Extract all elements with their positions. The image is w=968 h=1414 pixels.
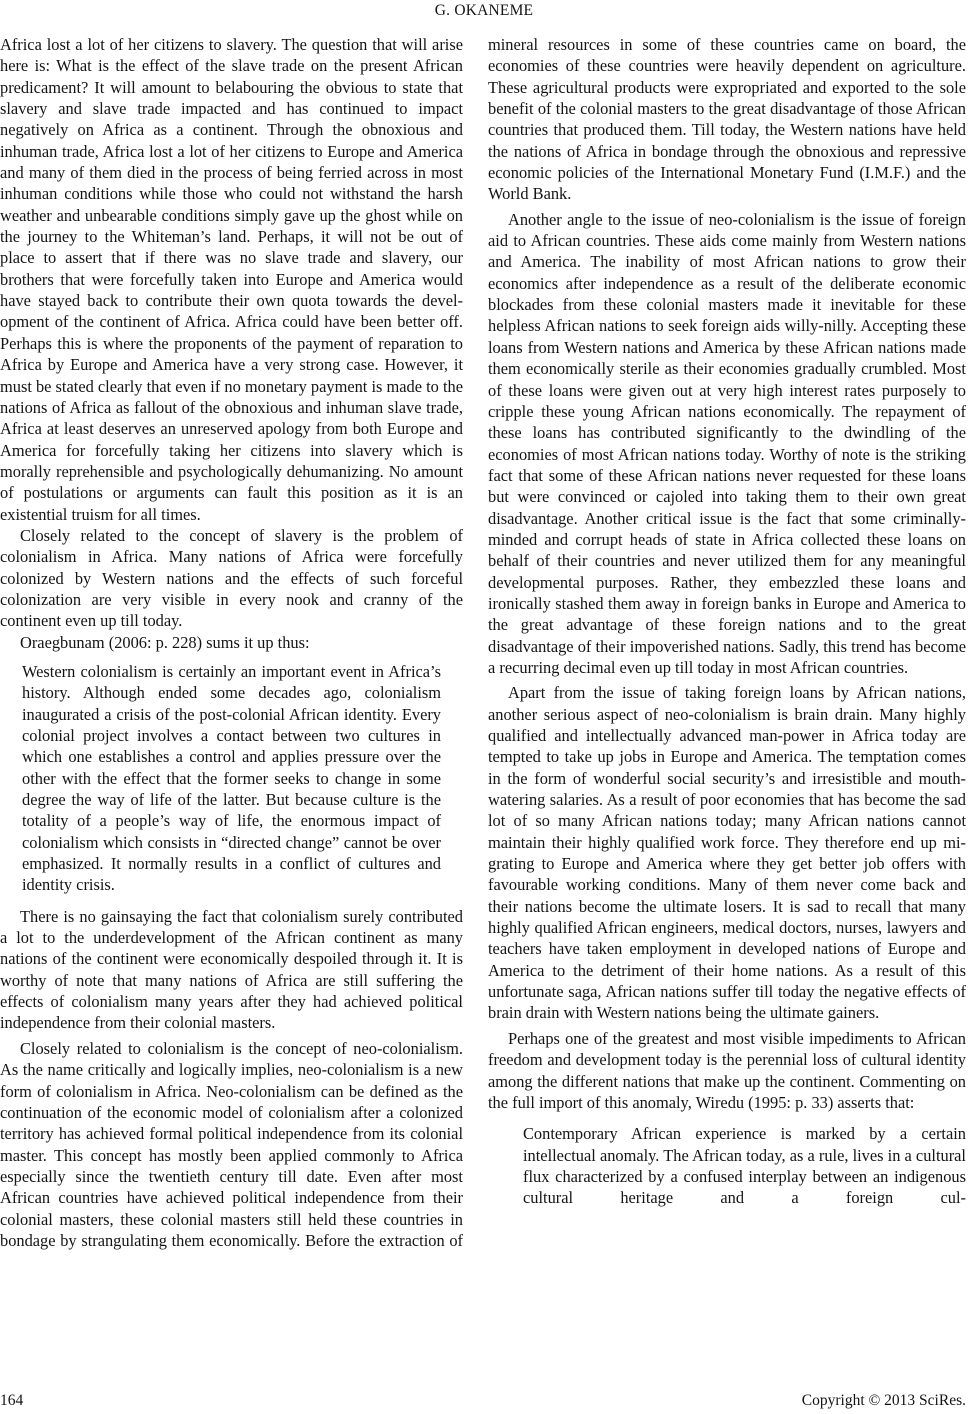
copyright-notice: Copyright © 2013 SciRes.: [801, 1392, 966, 1409]
paragraph-foreign-aid: Another angle to the issue of neo-colonialism is the issue of foreign aid to African countries. These aids come mainly from Western nations and America. The inability of most African nations to grow their economics after independence as a result of the deliberate economic blockades from these colonial masters made it inevitable for these helpless African nations to seek foreign aids willy-nilly. Accepting these loans from Western nations and America by these African nations made them economically sterile as their economies gradually crumbled. Most of these loans were given out at very high interest rates purposely to cripple these young African nations economically. The repayment of these loans has contributed significantly to the dwindling of the economies of most African nations today. Worthy of note is the striking fact that some of these African nations never requested for these loans but were convinced or cajoled into taking them to their own great disadvantage. Another critical issue is the fact that some criminally-minded and corrupt heads of state in Africa collected these loans on behalf of their countries and never utilized them for any meaningful developmental purposes. Rather, they embezzled these loans and ironically stashed them away in foreign banks in Europe and America to the great advantage of these foreign nations and to the great disadvantage of their impoverished nations. Sadly, this trend has become a recurring decimal even up till today in most African countries.: [488, 209, 966, 677]
paragraph-underdevelopment: There is no gainsaying the fact that colonialism surely contributed a lot to the underdevelopment of the African continent as many nations of the continent were economically despoiled through it. It is worthy of note that many nations of Africa are still suffering the effects of colonialism many years after they had achieved political independence from their colonial masters.: [0, 906, 463, 1033]
paragraph-oraegbunam-intro: Oraegbunam (2006: p. 228) sums it up thus:: [20, 632, 310, 652]
paragraph-cultural-identity: Perhaps one of the greatest and most visible impediments to African freedom and development today is the perennial loss of cultural identity among the different nations that make up the continent. Commenting on the full import of this anomaly, Wiredu (1995: p. 33) asserts that:: [488, 1028, 966, 1112]
block-quote-oraegbunam: Western colonialism is certainly an important event in Africa’s history. Although ended some decades ago, colonialism inaugurated a crisis of the post-colonial African identity. Every colonial project involves a contact between two cultures in which one establishes a control and applies pressure over the other with the effect that the former seeks to change in some degree the way of life of the latter. But because culture is the totality of a people’s way of life, the enormous impact of colonialism which consists in “directed change” cannot be over emphasized. It normally results in a conflict of cultures and identity crisis.: [22, 661, 441, 895]
right-column: [488, 34, 966, 1209]
paragraph-mineral-resources: mineral resources in some of these countries came on board, the economies of these countries were heavily dependent on agriculture. These agricultural products were expropriated and exported to the sole benefit of the colonial masters to the great disadvantage of those African countries that produced them. Till today, the Western nations have held the nations of Africa in bondage through the obnoxious and repressive economic policies of the International Monetary Fund (I.M.F.) and the World Bank.: [488, 35, 966, 204]
page-number: 164: [0, 1392, 24, 1409]
paragraph-slavery-continued: Africa lost a lot of her citizens to slavery. The question that will arise here is: What is the effect of the slave trade on the present African predicament? It will amount to belabouring the obvious to state that slavery and slave trade impacted and has continued to impact negatively on Africa as a continent. Through the obnoxious and inhuman trade, Africa lost a lot of her citizens to Europe and America and many of them died in the process of being ferried across in most inhuman conditions while those who could not withstand the harsh weather and unbearable conditions simply gave up the ghost while on the journey to the Whiteman’s land. Perhaps, it will not be out of place to assert that if there was no slave trade and slavery, our brothers that were forcefully taken into Europe and America would have stayed back to contribute their own quota towards the development of the continent of Africa. Africa could have been better off. Perhaps this is where the proponents of the payment of reparation to Africa by Europe and America have a very strong case. However, it must be stated clearly that even if no monetary payment is made to the nations of Africa as fallout of the obnoxious and inhuman slave trade, Africa at least deserves an unreserved apology from both Europe and America for forcefully taking her citizens into slavery which is morally reprehensible and psychologically dehumanizing. No amount of postulations or arguments can fault this position as it is an existential truism for all times.: [0, 35, 463, 524]
paragraph-brain-drain: Apart from the issue of taking foreign loans by African nations, another serious aspect of neo-colonialism is brain drain. Many highly qualified and intellectually advanced man-power in Africa today are tempted to take up jobs in Europe and America. The temptation comes in the form of wonderful social security’s and irresistible and mouth-watering salaries. As a result of poor economies that has become the sad lot of so many African nations today; many African nations cannot maintain their highly qualified work force. They therefore end up migrating to Europe and America where they get better job offers with favourable working conditions. Many of them never come back and their nations become the ultimate losers. It is sad to recall that many highly qualified African engineers, medical doctors, nurses, lawyers and teachers have taken employment in developed nations of Europe and America to the detriment of their home nations. As a result of this unfortunate saga, African nations suffer till today the negative effects of brain drain with Western nations being the ultimate gainers.: [488, 683, 966, 1023]
left-column: [0, 34, 463, 1251]
block-quote-wiredu: Contemporary African experience is marked by a certain intellectual anomaly. The African today, as a rule, lives in a cultural flux characterized by a confused interplay between an indigenous cultural heritage and a foreign cul-: [523, 1124, 966, 1208]
paragraph-neo-colonialism: Closely related to colonialism is the concept of neo-colonialism. As the name critically and logically implies, neo-colonialism is a new form of colonialism in Africa. Neo-colonialism can be defined as the continuation of the economic model of colonialism after a colonized territory has achieved formal political independence from its colonial master. This concept has mostly been applied commonly to Africa especially since the twentieth century till date. Even after most African countries have achieved political independence from their colonial masters, these colonial masters still held these countries in bondage by strangulating them economically. Before the extraction of: [0, 1038, 463, 1250]
running-head: G. OKANEME: [434, 2, 534, 19]
paragraph-colonialism: Closely related to the concept of slavery is the problem of colonialism in Africa. Many nations of Africa were forcefully colonized by Western nations and the effects of such forceful colonization are very visible in every nook and cranny of the continent even up till today.: [0, 525, 463, 631]
